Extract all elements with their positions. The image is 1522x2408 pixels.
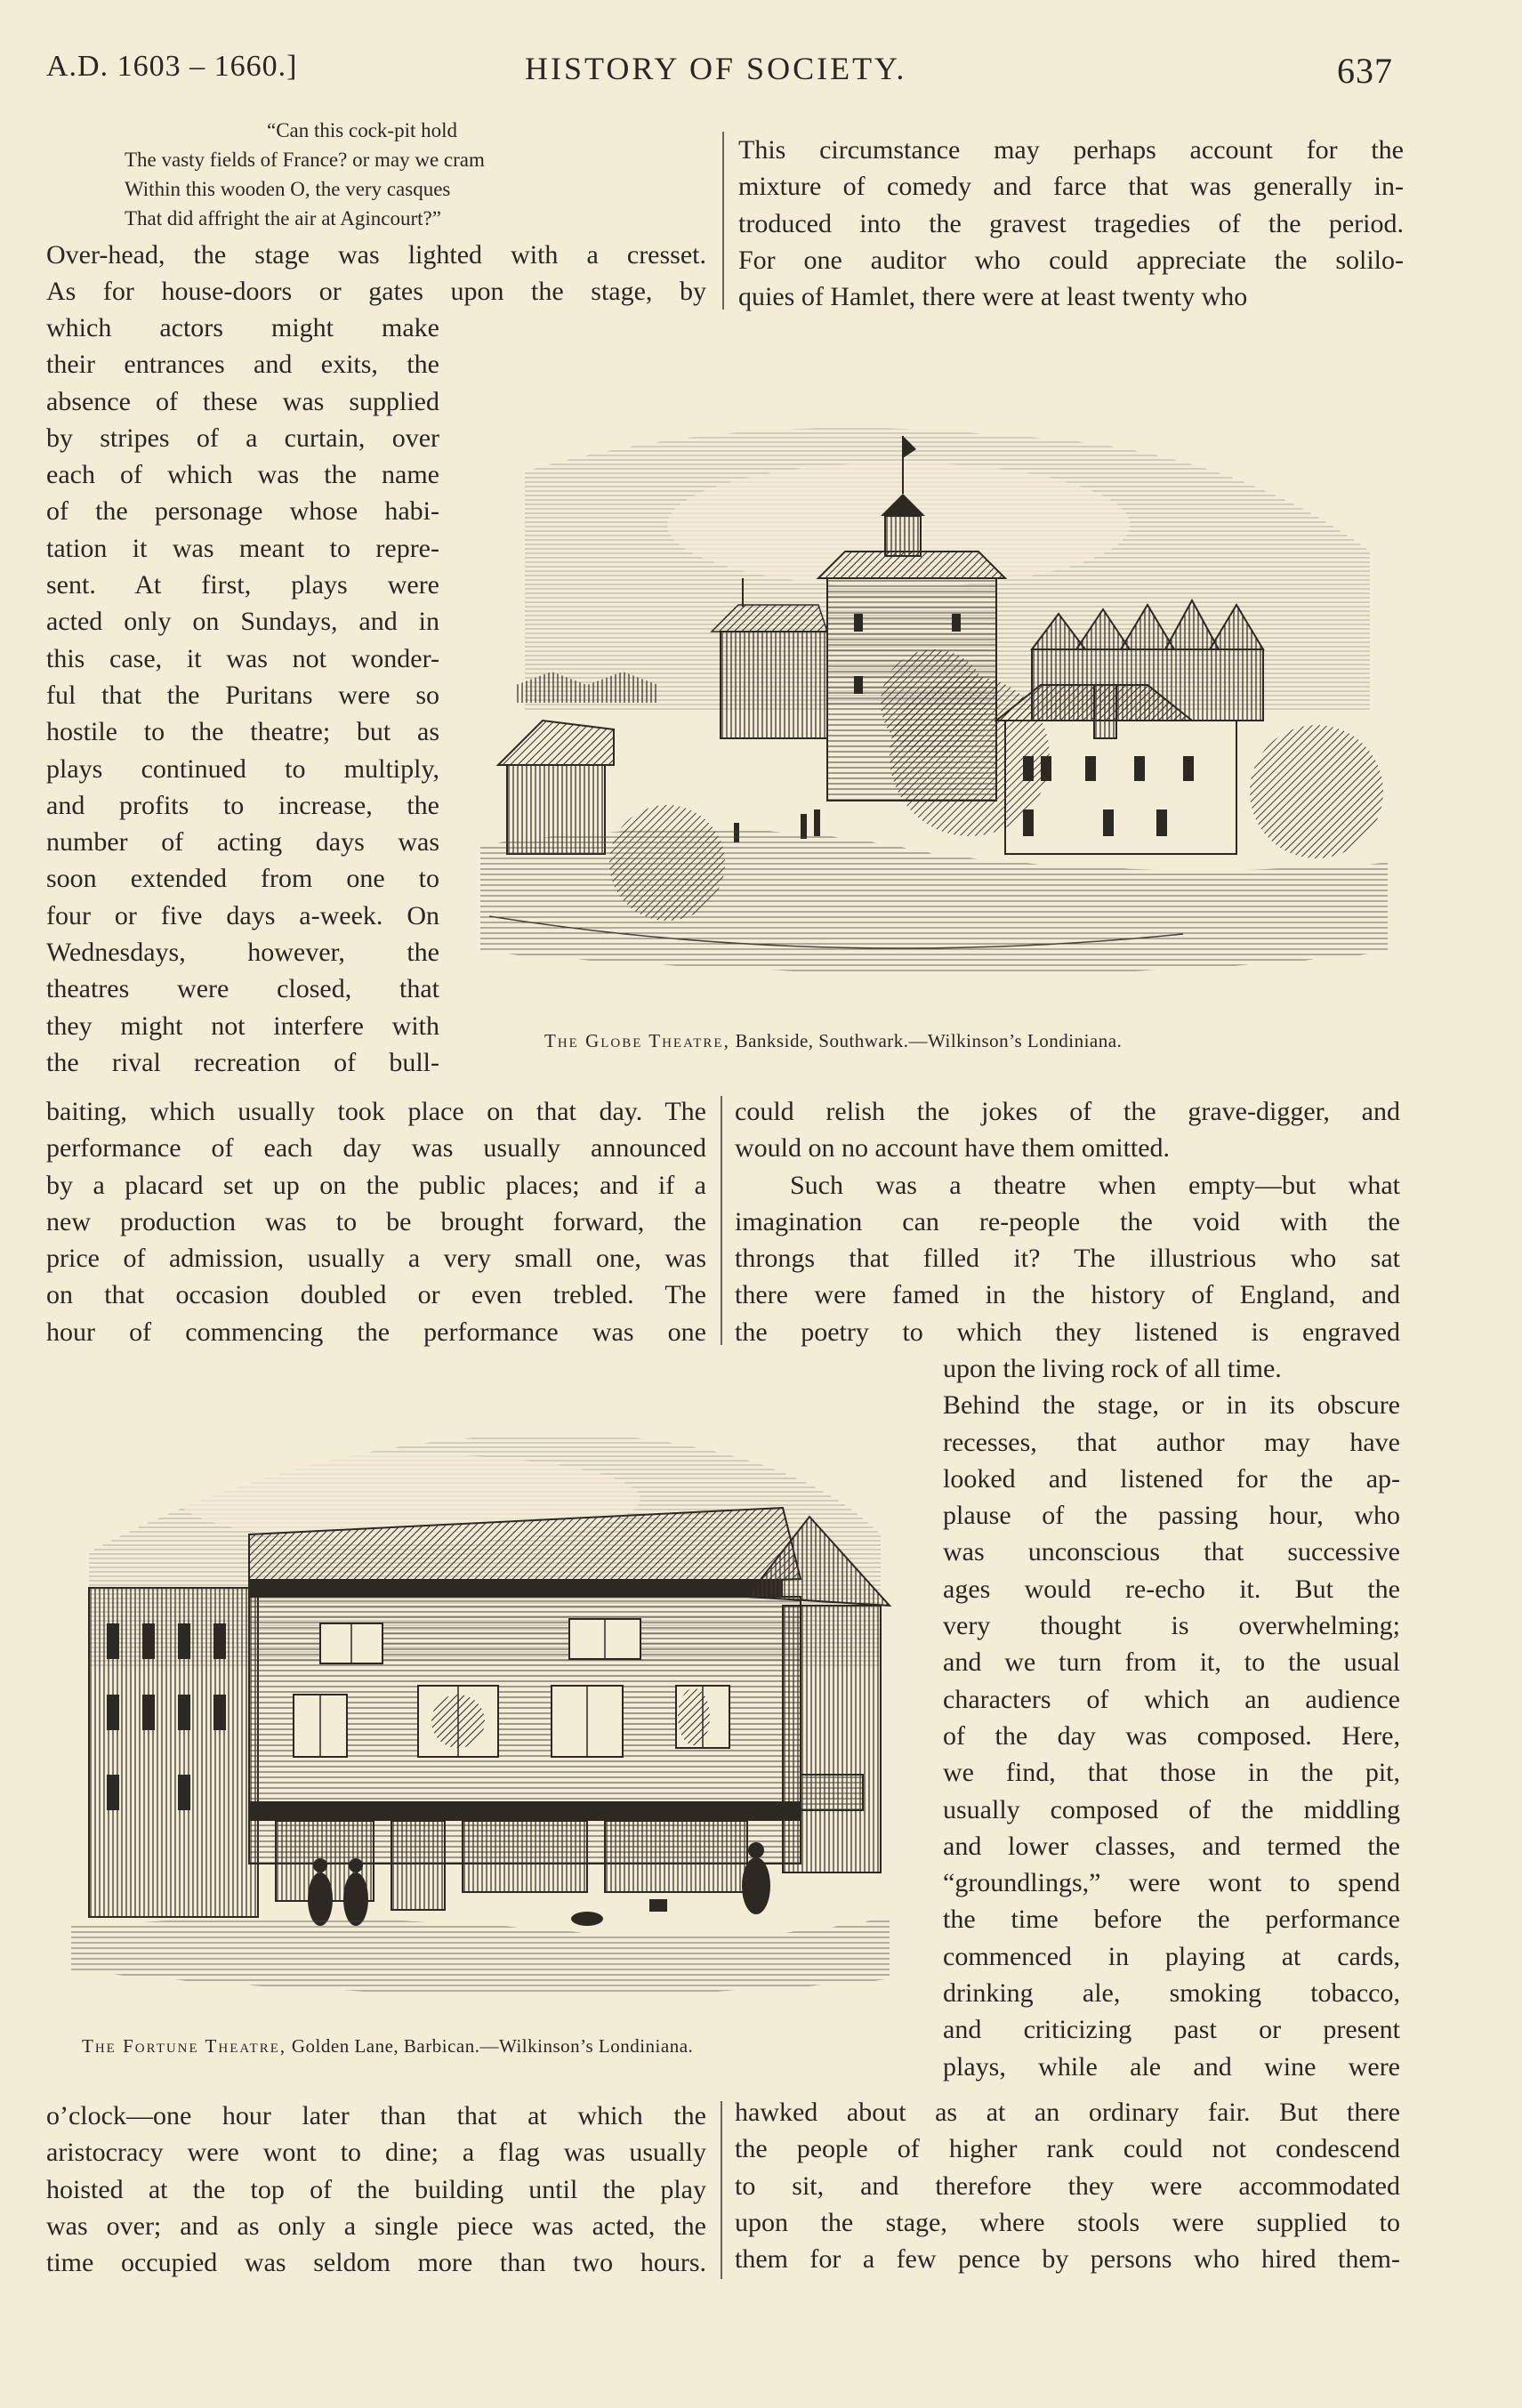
text-line: by stripes of a curtain, over xyxy=(46,423,439,453)
column-rule xyxy=(721,2101,722,2279)
quote-line: The vasty fields of France? or may we cram xyxy=(125,149,485,171)
text-line: could relish the jokes of the grave-digger, and xyxy=(735,1097,1400,1126)
text-line: four or five days a-week. On xyxy=(46,900,439,930)
text-line: the time before the performance xyxy=(943,1905,1400,1935)
text-line: mixture of comedy and farce that was generally in- xyxy=(738,172,1404,202)
text-line: Wednesdays, however, the xyxy=(46,938,439,968)
text-line: upon the living rock of all time. xyxy=(943,1354,1282,1383)
text-block-bottom-left xyxy=(46,2098,706,2281)
text-line: which actors might make xyxy=(46,313,439,342)
text-line: plays continued to multiply, xyxy=(46,753,439,784)
text-line: was unconscious that successive xyxy=(943,1537,1400,1567)
text-line: “groundlings,” were wont to spend xyxy=(943,1868,1400,1898)
text-line: of the personage whose habi- xyxy=(46,496,439,527)
text-line: This circumstance may perhaps account for the xyxy=(738,135,1404,165)
text-block-top-right xyxy=(738,132,1404,315)
text-line: by a placard set up on the public places; and if a xyxy=(46,1170,706,1200)
quote-line: That did affright the air at Agincourt?” xyxy=(125,207,441,230)
text-line: each of which was the name xyxy=(46,460,439,490)
globe-caption xyxy=(544,1030,1122,1052)
text-block-left-narrow xyxy=(46,310,439,1081)
text-line: plause of the passing hour, who xyxy=(943,1501,1400,1531)
text-line: the people of higher rank could not condescend xyxy=(735,2134,1400,2164)
text-line: they might not interfere with xyxy=(46,1011,439,1041)
text-line: soon extended from one to xyxy=(46,864,439,894)
header-date-range: A.D. 1603 – 1660.] xyxy=(46,50,298,83)
text-line: and criticizing past or present xyxy=(943,2015,1400,2045)
text-line: commenced in playing at cards, xyxy=(943,1941,1400,1971)
text-line: performance of each day was usually announced xyxy=(46,1133,706,1164)
quote-line: “Can this cock-pit hold xyxy=(267,119,457,141)
fortune-caption xyxy=(82,2035,693,2058)
text-line: absence of these was supplied xyxy=(46,386,439,416)
text-line: hostile to the theatre; but as xyxy=(46,717,439,747)
text-line: aristocracy were wont to dine; a flag was usually xyxy=(46,2138,706,2168)
text-line: quies of Hamlet, there were at least twenty who xyxy=(738,282,1248,312)
text-line: recesses, that author may have xyxy=(943,1427,1400,1457)
caption-text: Golden Lane, Barbican.—Wilkinson’s Londiniana. xyxy=(286,2035,694,2057)
text-line: baiting, which usually took place on that day. The xyxy=(46,1097,706,1126)
caption-title: The Globe Theatre, xyxy=(544,1030,730,1051)
verse-quotation xyxy=(125,116,623,233)
text-line: hoisted at the top of the building until the play xyxy=(46,2174,706,2204)
text-line: Such was a theatre when empty—but what xyxy=(790,1170,1400,1200)
text-line: usually composed of the middling xyxy=(943,1794,1400,1824)
quote-line: Within this wooden O, the very casques xyxy=(125,178,451,200)
text-block-right-narrow xyxy=(943,1350,1400,2085)
text-line: upon the stage, where stools were supplied to xyxy=(735,2207,1400,2237)
text-line: hour of commencing the performance was one xyxy=(46,1317,706,1347)
text-line: on that occasion doubled or even trebled. The xyxy=(46,1280,706,1310)
text-line: For one auditor who could appreciate the solilo- xyxy=(738,245,1404,275)
text-block-bottom-right xyxy=(735,2094,1400,2277)
text-line: troduced into the gravest tragedies of the period. xyxy=(738,208,1404,238)
text-line: and we turn from it, to the usual xyxy=(943,1647,1400,1678)
text-line: the rival recreation of bull- xyxy=(46,1047,439,1077)
text-line: Over-head, the stage was lighted with a cresset. xyxy=(46,240,706,270)
text-line: time occupied was seldom more than two hours. xyxy=(46,2248,706,2278)
text-block-mid-right xyxy=(735,1093,1400,1350)
text-line: and profits to increase, the xyxy=(46,790,439,820)
text-line: drinking ale, smoking tobacco, xyxy=(943,1978,1400,2009)
text-line: was over; and as only a single piece was acted, the xyxy=(46,2211,706,2241)
globe-theatre-engraving xyxy=(471,418,1397,1023)
text-line: of the day was composed. Here, xyxy=(943,1720,1400,1751)
caption-text: Bankside, Southwark.—Wilkinson’s Londiniana. xyxy=(729,1030,1123,1051)
text-line: sent. At first, plays were xyxy=(46,570,439,600)
text-line: throngs that filled it? The illustrious who sat xyxy=(735,1244,1400,1274)
text-line: plays, while ale and wine were xyxy=(943,2051,1400,2082)
text-line: would on no account have them omitted. xyxy=(735,1133,1171,1164)
text-line: looked and listened for the ap- xyxy=(943,1463,1400,1494)
text-line: there were famed in the history of England, and xyxy=(735,1280,1400,1310)
fortune-theatre-engraving xyxy=(71,1401,898,2015)
column-rule xyxy=(722,132,724,310)
text-line: As for house-doors or gates upon the stage, by xyxy=(46,277,706,307)
text-line: ful that the Puritans were so xyxy=(46,680,439,710)
text-line: tation it was meant to repre- xyxy=(46,533,439,563)
text-line: very thought is overwhelming; xyxy=(943,1611,1400,1641)
text-block-mid-left xyxy=(46,1093,706,1350)
text-line: o’clock—one hour later than that at which the xyxy=(46,2101,706,2130)
header-running-title: HISTORY OF SOCIETY. xyxy=(525,51,907,86)
text-line: characters of which an audience xyxy=(943,1684,1400,1714)
caption-title: The Fortune Theatre, xyxy=(82,2035,287,2057)
text-line: their entrances and exits, the xyxy=(46,350,439,380)
text-block-top-left xyxy=(46,237,706,310)
text-line: new production was to be brought forward, the xyxy=(46,1206,706,1236)
text-line: and lower classes, and termed the xyxy=(943,1831,1400,1861)
text-line: Behind the stage, or in its obscure xyxy=(943,1390,1400,1421)
text-line: imagination can re-people the void with the xyxy=(735,1206,1400,1236)
text-line: to sit, and therefore they were accommodated xyxy=(735,2170,1400,2201)
text-line: them for a few pence by persons who hired them- xyxy=(735,2244,1400,2275)
page-number: 637 xyxy=(1337,51,1393,91)
text-line: price of admission, usually a very small one, was xyxy=(46,1244,706,1274)
text-line: number of acting days was xyxy=(46,827,439,858)
text-line: theatres were closed, that xyxy=(46,974,439,1004)
text-line: hawked about as at an ordinary fair. But there xyxy=(735,2098,1400,2127)
text-line: we find, that those in the pit, xyxy=(943,1758,1400,1788)
column-rule xyxy=(721,1096,722,1345)
text-line: the poetry to which they listened is engraved xyxy=(735,1317,1400,1347)
text-line: acted only on Sundays, and in xyxy=(46,607,439,637)
text-line: this case, it was not wonder- xyxy=(46,643,439,673)
text-line: ages would re-echo it. But the xyxy=(943,1574,1400,1604)
